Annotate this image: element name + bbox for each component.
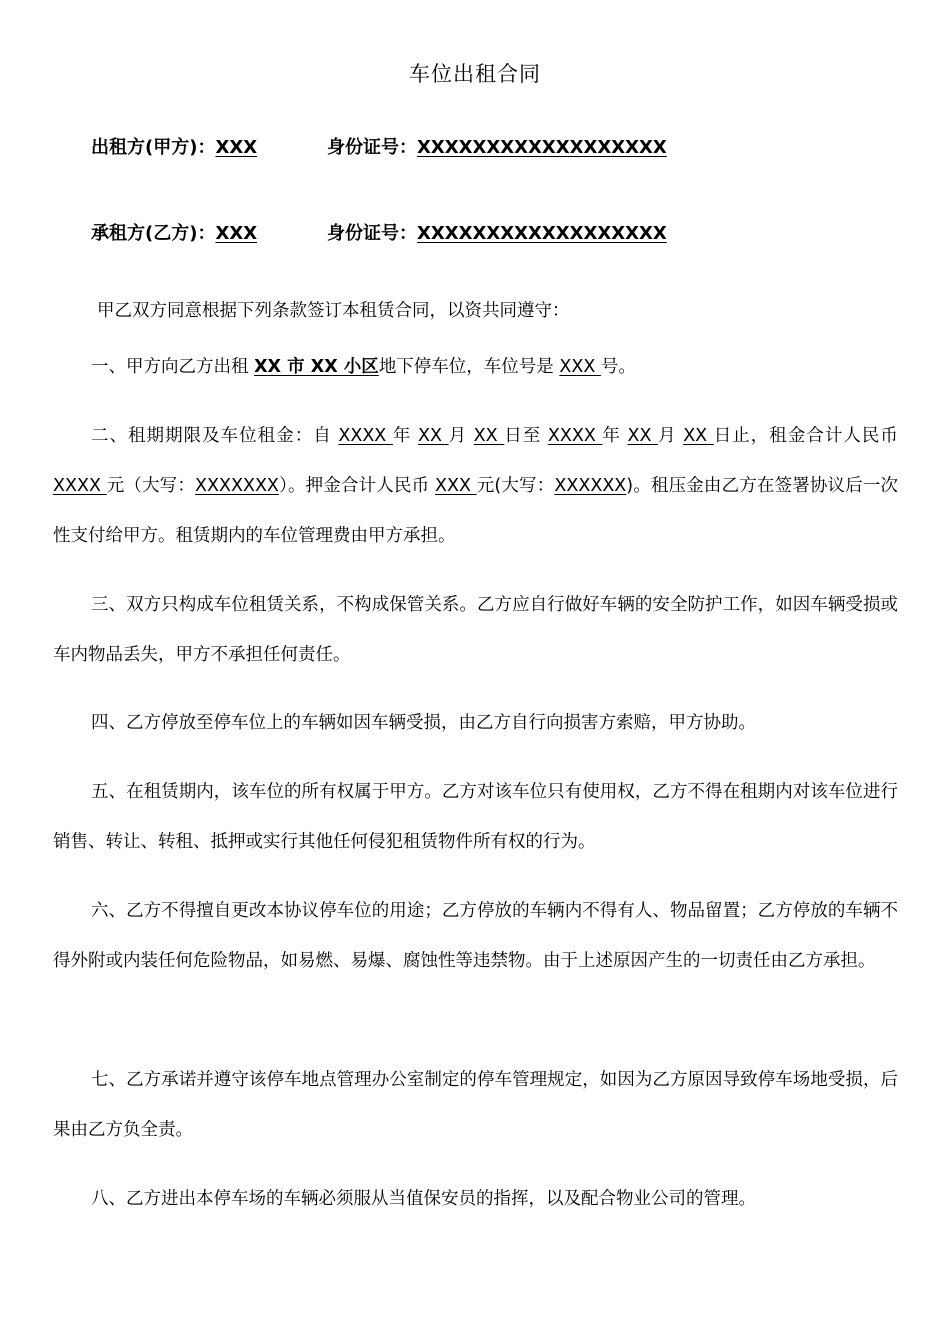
start-day: XX bbox=[473, 426, 505, 446]
clause-2-text: 日至 bbox=[504, 426, 548, 446]
document-title: 车位出租合同 bbox=[409, 62, 541, 86]
clause-2-text: 二、租期期限及车位租金：自 bbox=[91, 426, 339, 446]
clause-1-text-b: 地下停车位，车位号是 bbox=[378, 357, 560, 377]
clause-2-text: ）。押金合计人民币 bbox=[278, 476, 436, 496]
clause-2-text: 元(大写： bbox=[476, 476, 555, 496]
clause-1-text-c: 号。 bbox=[600, 357, 636, 377]
lessor-id-label: 身份证号： bbox=[327, 137, 417, 158]
lessor-line bbox=[91, 133, 667, 159]
clause-3: 三、双方只构成车位租赁关系，不构成保管关系。乙方应自行做好车辆的安全防护工作，如因车辆受损或车内物品丢失，甲方不承担任何责任。 bbox=[53, 595, 898, 665]
deposit-amount-words: XXXXXX bbox=[554, 476, 627, 496]
clause-2-text: 元（大写： bbox=[106, 476, 195, 496]
clause-4: 四、乙方停放至停车位上的车辆如因车辆受损，由乙方自行向损害方索赔，甲方协助。 bbox=[91, 713, 756, 733]
rental-location: XX 市 XX 小区 bbox=[254, 357, 379, 377]
clause-1-text-a: 一、甲方向乙方出租 bbox=[91, 357, 255, 377]
lessee-name: XXX bbox=[215, 223, 258, 244]
end-month: XX bbox=[627, 426, 659, 446]
intro-paragraph: 甲乙双方同意根据下列条款签订本租赁合同，以资共同遵守： bbox=[97, 301, 570, 321]
clause-6: 六、乙方不得擅自更改本协议停车位的用途；乙方停放的车辆内不得有人、物品留置；乙方停放的车辆不得外附或内装任何危险物品，如易燃、易爆、腐蚀性等违禁物。由于上述原因产生的一切责任由乙方承担。 bbox=[53, 901, 898, 971]
clause-2-text: 年 bbox=[602, 426, 628, 446]
clause-2-text: 月 bbox=[448, 426, 474, 446]
deposit-amount: XXX bbox=[435, 476, 477, 496]
lessor-id-number: XXXXXXXXXXXXXXXXXX bbox=[417, 137, 667, 158]
rent-amount-words: XXXXXXX bbox=[195, 476, 279, 496]
clause-7: 七、乙方承诺并遵守该停车地点管理办公室制定的停车管理规定，如因为乙方原因导致停车场地受损，后果由乙方负全责。 bbox=[53, 1070, 898, 1140]
clause-2-text: 月 bbox=[658, 426, 684, 446]
clause-2-text: )。租压金由乙方在签署协议后一次性支付给甲方。租赁期内的车位管理费由甲方承担。 bbox=[53, 476, 899, 546]
parking-space-number: XXX bbox=[559, 357, 601, 377]
lessor-label: 出租方(甲方)： bbox=[91, 137, 216, 158]
lessor-id-group bbox=[327, 133, 667, 159]
clause-2-text: 日止，租金合计人民币 bbox=[713, 426, 898, 446]
end-year: XXXX bbox=[547, 426, 603, 446]
lessee-id-group bbox=[327, 219, 667, 245]
clause-5: 五、在租赁期内，该车位的所有权属于甲方。乙方对该车位只有使用权，乙方不得在租期内对该车位进行销售、转让、转租、抵押或实行其他任何侵犯租赁物件所有权的行为。 bbox=[53, 782, 898, 852]
rent-amount: XXXX bbox=[53, 476, 107, 496]
lessor-name: XXX bbox=[215, 137, 258, 158]
start-month: XX bbox=[418, 426, 449, 446]
clause-1 bbox=[53, 342, 898, 392]
end-day: XX bbox=[683, 426, 714, 446]
lessee-label: 承租方(乙方)： bbox=[91, 223, 216, 244]
clause-2 bbox=[53, 411, 898, 561]
lessee-id-number: XXXXXXXXXXXXXXXXXX bbox=[417, 223, 667, 244]
lessee-id-label: 身份证号： bbox=[327, 223, 417, 244]
clause-2-text: 年 bbox=[392, 426, 418, 446]
start-year: XXXX bbox=[338, 426, 393, 446]
lessee-line bbox=[91, 219, 667, 245]
clause-8: 八、乙方进出本停车场的车辆必须服从当值保安员的指挥，以及配合物业公司的管理。 bbox=[91, 1189, 756, 1209]
